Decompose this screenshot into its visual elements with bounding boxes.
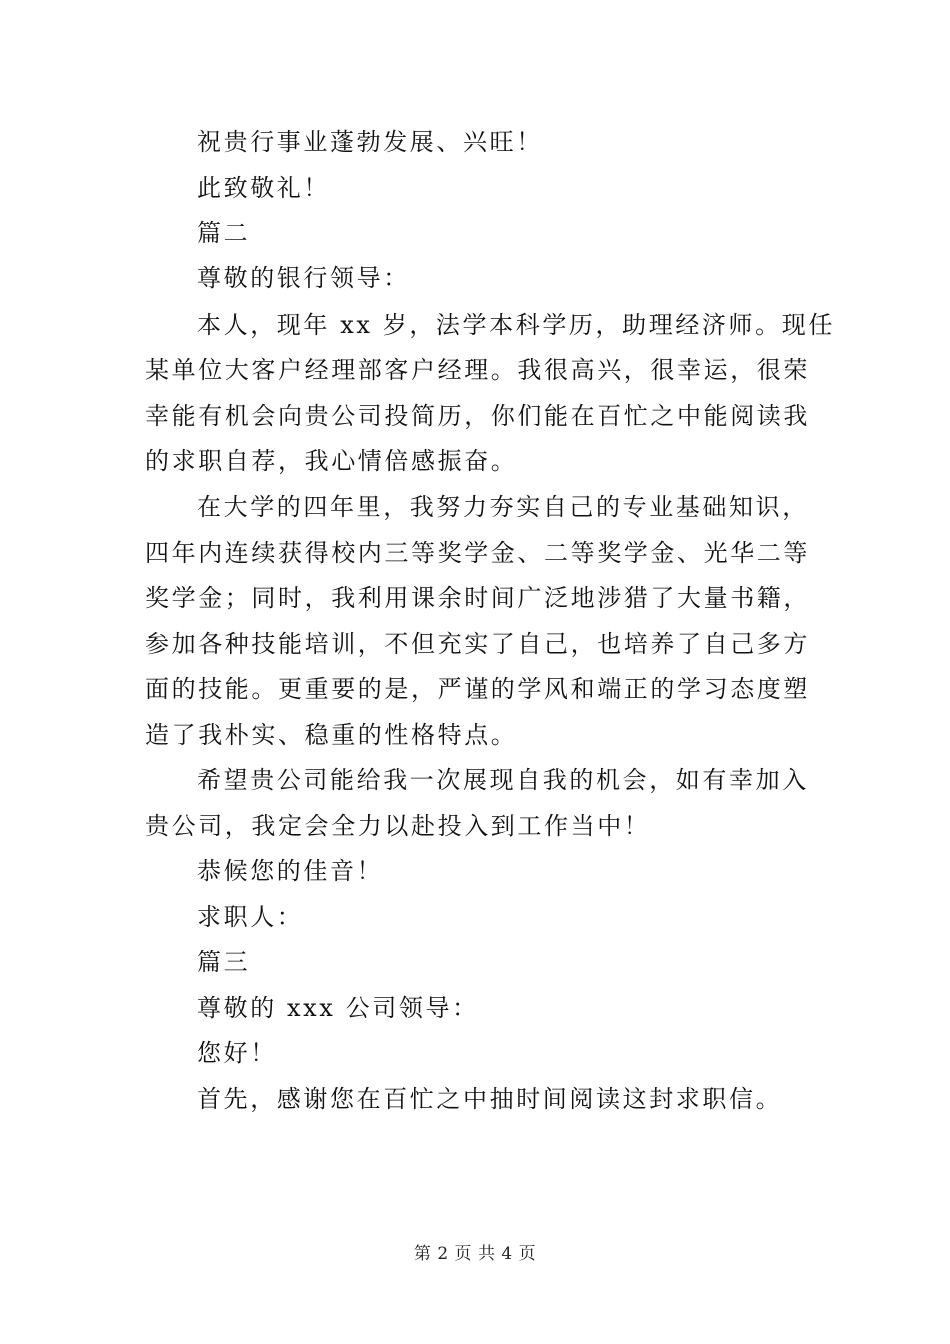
letter-greeting: 尊敬的 xxx 公司领导： [197,994,479,1022]
body-paragraph-line: 首先，感谢您在百忙之中抽时间阅读这封求职信。 [197,1085,783,1113]
body-paragraph-line: 的求职自荐，我心情倍感振奋。 [145,447,518,475]
applicant-label: 求职人： [197,903,304,931]
section-heading-3: 篇三 [197,948,251,976]
body-paragraph-line: 参加各种技能培训，不但充实了自己，也培养了自己多方 [145,630,810,658]
body-paragraph-line: 奖学金；同时，我利用课余时间广泛地涉猎了大量书籍， [145,584,810,612]
closing-wish: 祝贵行事业蓬勃发展、兴旺！ [197,128,543,156]
body-paragraph-line: 贵公司，我定会全力以赴投入到工作当中！ [145,812,651,840]
body-paragraph-line: 面的技能。更重要的是，严谨的学风和端正的学习态度塑 [145,675,810,703]
closing-line: 恭候您的佳音！ [197,857,384,885]
body-paragraph-line: 幸能有机会向贵公司投简历，你们能在百忙之中能阅读我 [145,402,810,430]
salutation-closing: 此致敬礼！ [197,174,330,202]
hello-line: 您好！ [197,1039,277,1067]
body-paragraph-line: 在大学的四年里，我努力夯实自己的专业基础知识， [197,493,809,521]
page-number-footer: 第 2 页 共 4 页 [413,1244,537,1264]
body-paragraph-line: 希望贵公司能给我一次展现自我的机会，如有幸加入 [197,766,809,794]
body-paragraph-line: 四年内连续获得校内三等奖学金、二等奖学金、光华二等 [145,539,810,567]
body-paragraph-line: 某单位大客户经理部客户经理。我很高兴，很幸运，很荣 [145,356,810,384]
letter-greeting: 尊敬的银行领导： [197,264,410,292]
section-heading-2: 篇二 [197,219,251,247]
body-paragraph-line: 本人，现年 xx 岁，法学本科学历，助理经济师。现任 [197,311,835,339]
body-paragraph-line: 造了我朴实、稳重的性格特点。 [145,721,518,749]
